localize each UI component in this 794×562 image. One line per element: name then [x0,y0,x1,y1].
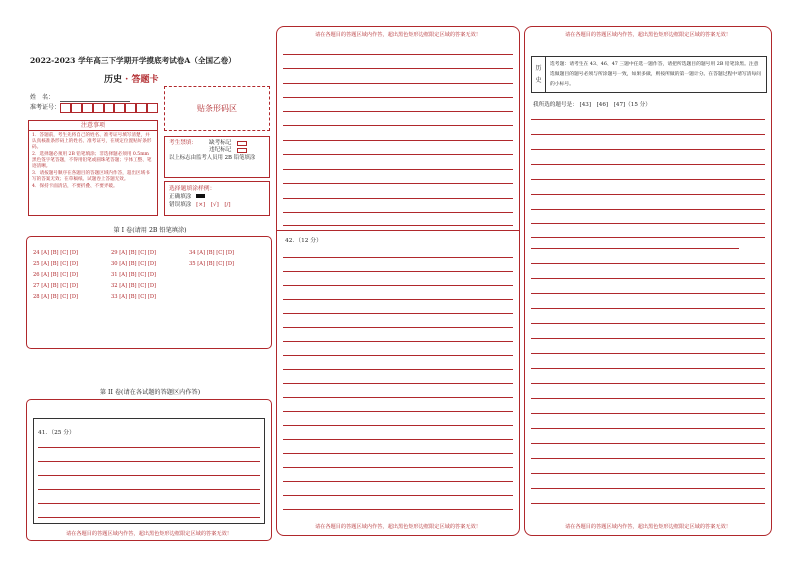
name-label: 姓 名： [30,94,55,101]
mc-question-25[interactable]: 25 [A] [B] [C] [D] [33,261,79,267]
mc-column-1 [33,250,78,305]
barcode-label: 贴条形码区 [197,104,237,113]
mc-question-28[interactable]: 28 [A] [B] [C] [D] [33,294,79,300]
mc-question-34[interactable]: 34 [A] [B] [C] [D] [189,250,235,256]
elective-writing-lines[interactable] [531,27,765,527]
q41-answer-frame [26,399,272,541]
notice-box [28,120,158,216]
mc-question-31[interactable]: 31 [A] [B] [C] [D] [111,272,157,278]
elective-tag-bottom: 史 [535,77,542,84]
fill-example-title: 选择题填涂样例： [169,186,216,192]
part2-title: 第 II 卷(请在各试题的答题区内作答) [99,389,201,396]
examiner-box [164,136,270,178]
id-label: 准考证号： [30,104,61,111]
sheet-heading [104,72,158,85]
mc-answer-area [26,236,272,349]
exam-title: 2022-2023 学年高三下学期开学摸底考试卷A（全国乙卷） [30,56,236,65]
examiner-label: 考生禁填： [169,140,197,146]
sheet-name: 答题卡 [131,75,159,85]
mc-question-26[interactable]: 26 [A] [B] [C] [D] [33,272,79,278]
mc-question-30[interactable]: 30 [A] [B] [C] [D] [111,261,157,267]
wrong-fill-marks: [×] [√] [/] [196,202,231,208]
name-input-line[interactable] [60,101,130,102]
absent-checkbox[interactable] [237,141,247,146]
violation-label: 违纪标记 [209,147,232,153]
panel3-bottom-warning: 请在各题目的答题区域内作答，超出黑色矩形边框限定区域的答案无效！ [564,524,731,530]
barcode-area [164,86,270,131]
panel2-bottom-warning: 请在各题目的答题区域内作答，超出黑色矩形边框限定区域的答案无效！ [314,524,481,530]
q42-label: 42．（12 分） [285,238,322,244]
mc-question-24[interactable]: 24 [A] [B] [C] [D] [33,250,79,256]
fill-example-box [164,181,270,216]
chosen-options[interactable]: [43] [46] [47]（15 分） [579,102,651,108]
panel1-bottom-warning: 请在各题目的答题区域内作答，超出黑色矩形边框限定区域的答案无效！ [65,531,232,537]
panel2-frame [276,26,520,536]
mc-question-33[interactable]: 33 [A] [B] [C] [D] [111,294,157,300]
mc-column-2 [111,250,156,305]
q41-writing-lines [38,419,260,523]
mc-question-27[interactable]: 27 [A] [B] [C] [D] [33,283,79,289]
notice-item-1: 1．答题前，考生先将自己的姓名、准考证号填写清楚，并认真核准条形码上的姓名、准考证号，在规定位置贴好条形码。 [32,133,152,150]
elective-tag-top: 历 [535,65,542,72]
notice-item-2: 2．选择题必须用 2B 铅笔填涂；非选择题必须用 0.5mm 黑色签字笔答题，不得用铅笔或圆珠笔答题；字体工整、笔迹清晰。 [32,152,152,169]
correct-fill-label: 正确填涂 [169,194,192,200]
examiner-note: 以上标志由监考人员用 2B 铅笔填涂 [169,155,256,161]
id-number-boxes[interactable] [60,103,158,113]
heading-separator: · [125,75,129,85]
q41-label: 41．（25 分） [38,430,75,436]
elective-instruction: 选考题：请考生在 43、46、47 三题中任选一题作答，请把所选题目的题号用 2B 铅笔涂黑。注意选做题目的题号必须与所涂题号一致，如果多做，则按所做的第一题计分。在答题过程中请写清每问的小标号。 [550,62,762,87]
notice-item-3: 3．请按题号顺序在各题目的答题区域内作答，超出区域书写的答案无效；在草稿纸、试题卷上答题无效。 [32,171,150,182]
panel3-top-warning: 请在各题目的答题区域内作答，超出黑色矩形边框限定区域的答案无效！ [564,32,731,38]
mc-question-35[interactable]: 35 [A] [B] [C] [D] [189,261,235,267]
part1-title: 第 I 卷(请用 2B 铅笔填涂) [113,227,187,234]
correct-fill-mark [196,194,205,198]
panel2-top-warning: 请在各题目的答题区域内作答，超出黑色矩形边框限定区域的答案无效！ [314,32,481,38]
q41-inner-box[interactable] [33,418,265,524]
q42-writing-lines[interactable] [283,27,513,527]
mc-column-3 [189,250,234,272]
subject-name: 历史 [104,75,123,85]
chosen-label: 我所选的题号是： [533,102,578,108]
wrong-fill-label: 错误填涂 [169,202,192,208]
violation-checkbox[interactable] [237,148,247,153]
mc-question-32[interactable]: 32 [A] [B] [C] [D] [111,283,157,289]
absent-label: 缺考标记 [209,140,232,146]
notice-item-4: 4．保持卡面清洁，不要折叠、不要弄破。 [32,184,118,189]
notice-title: 注意事项 [29,121,157,131]
mc-question-29[interactable]: 29 [A] [B] [C] [D] [111,250,157,256]
panel3-frame [524,26,772,536]
